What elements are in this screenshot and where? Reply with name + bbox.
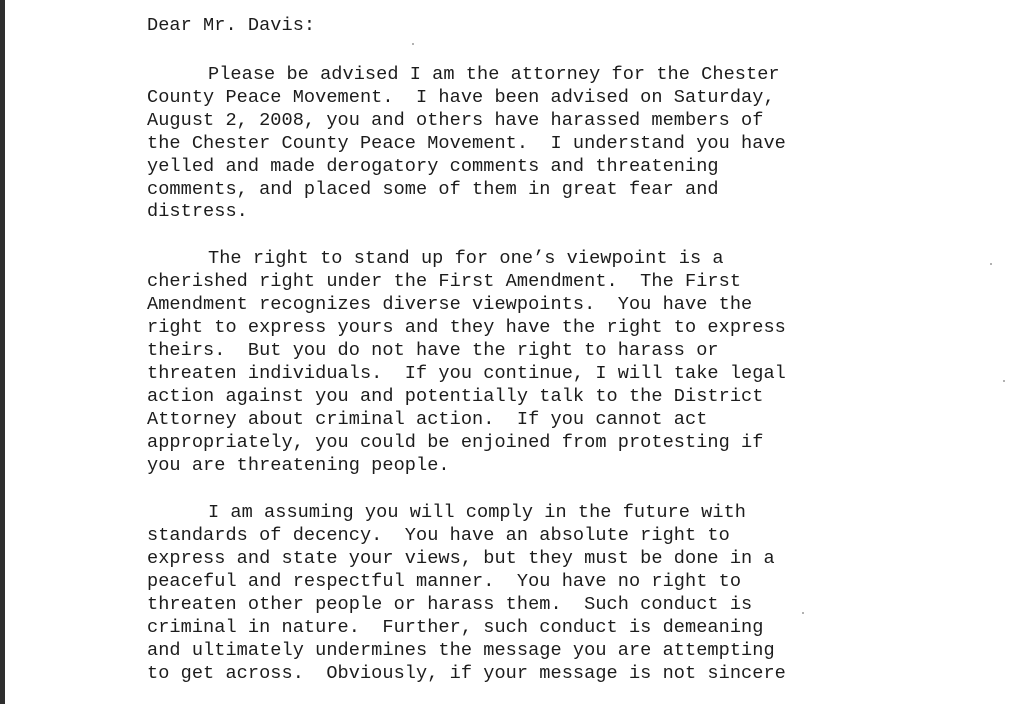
paragraph-2-line-4: right to express yours and they have the right to express (147, 317, 786, 338)
paragraph-1-line-7: distress. (147, 201, 248, 222)
paragraph-3-line-5: threaten other people or harass them. Such conduct is (147, 594, 753, 615)
scan-speck (412, 43, 414, 45)
paragraph-2-line-9: appropriately, you could be enjoined from protesting if (147, 432, 764, 453)
paragraph-3-line-8: to get across. Obviously, if your message is not sincere (147, 663, 786, 684)
salutation: Dear Mr. Davis: (147, 15, 316, 36)
paragraph-1-line-5: yelled and made derogatory comments and threatening (147, 156, 719, 177)
paragraph-1-line-6: comments, and placed some of them in great fear and (147, 179, 719, 200)
paragraph-3-line-1: I am assuming you will comply in the future with (208, 502, 746, 523)
paragraph-2-line-6: threaten individuals. If you continue, I will take legal (147, 363, 786, 384)
paragraph-3-line-7: and ultimately undermines the message you are attempting (147, 640, 775, 661)
paragraph-2-line-7: action against you and potentially talk to the District (147, 386, 764, 407)
scan-speck (802, 612, 804, 614)
paragraph-3-line-2: standards of decency. You have an absolute right to (147, 525, 730, 546)
scan-speck (1003, 380, 1005, 382)
paragraph-2-line-2: cherished right under the First Amendment. The First (147, 271, 742, 292)
paragraph-1-line-2: County Peace Movement. I have been advised on Saturday, (147, 87, 775, 108)
paragraph-1-line-4: the Chester County Peace Movement. I understand you have (147, 133, 786, 154)
paragraph-2-line-10: you are threatening people. (147, 455, 450, 476)
paragraph-2-line-8: Attorney about criminal action. If you cannot act (147, 409, 708, 430)
paragraph-2-line-5: theirs. But you do not have the right to harass or (147, 340, 719, 361)
paragraph-3-line-3: express and state your views, but they must be done in a (147, 548, 775, 569)
paragraph-1-line-1: Please be advised I am the attorney for the Chester (208, 64, 780, 85)
paragraph-3-line-6: criminal in nature. Further, such conduct is demeaning (147, 617, 764, 638)
page-left-border (0, 0, 5, 704)
paragraph-2-line-1: The right to stand up for one’s viewpoint is a (208, 248, 724, 269)
paragraph-1-line-3: August 2, 2008, you and others have harassed members of (147, 110, 764, 131)
paragraph-3-line-4: peaceful and respectful manner. You have no right to (147, 571, 742, 592)
scan-speck (990, 263, 992, 265)
paragraph-2-line-3: Amendment recognizes diverse viewpoints. You have the (147, 294, 753, 315)
